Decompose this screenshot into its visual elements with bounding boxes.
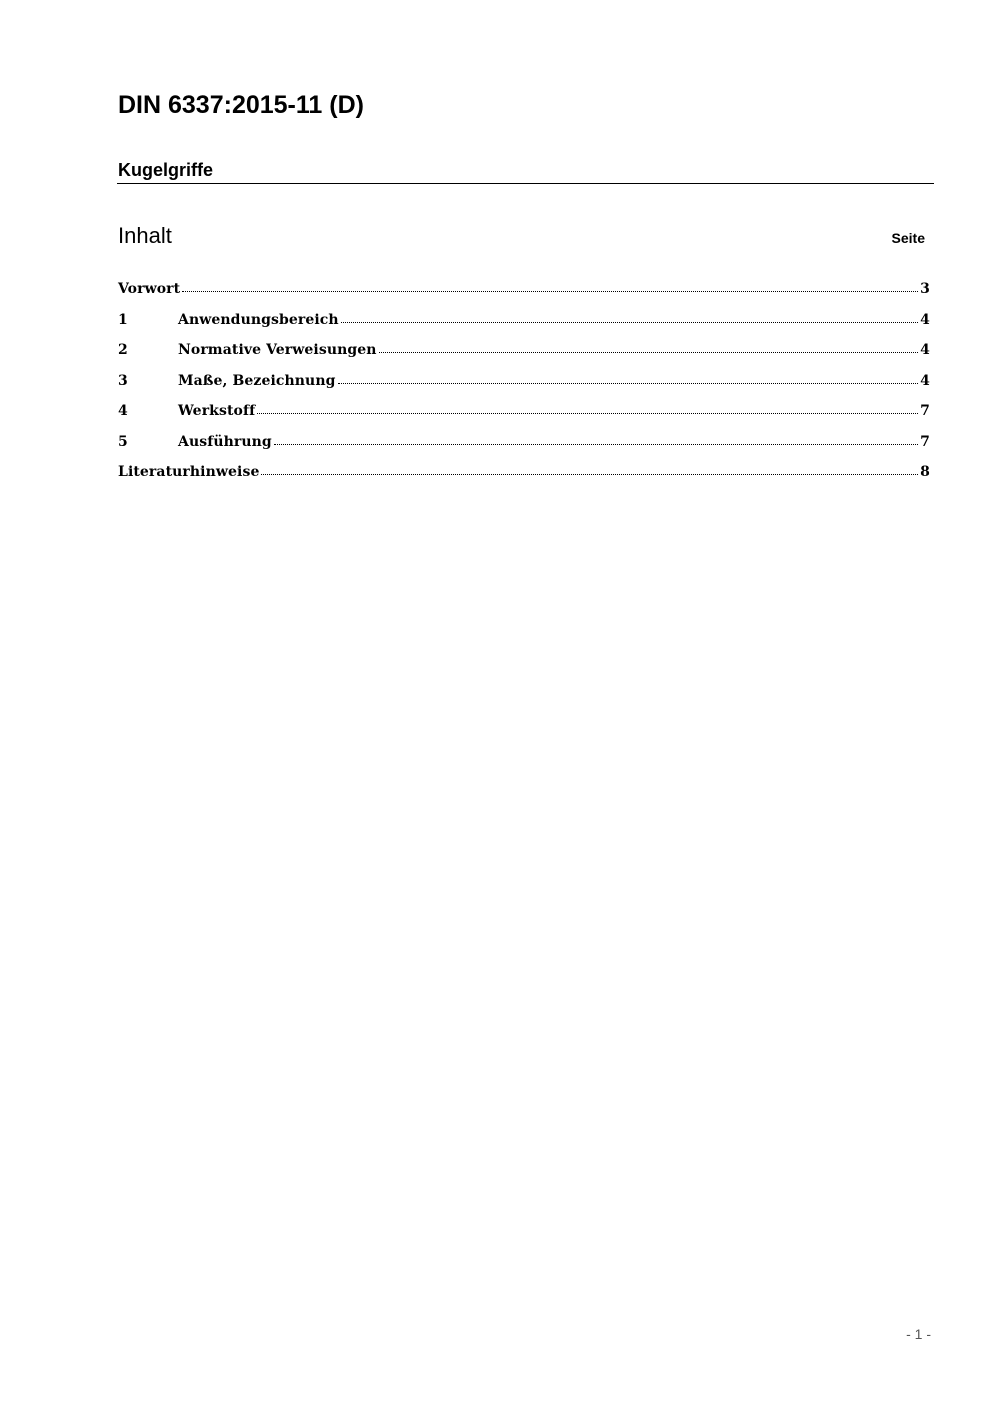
toc-entry-label: Vorwort xyxy=(118,281,181,297)
toc-entry-anwendungsbereich[interactable] xyxy=(118,310,930,341)
toc-entry-page: 4 xyxy=(920,342,930,358)
toc-entry-masse-bezeichnung[interactable] xyxy=(118,371,930,402)
toc-dot-leader xyxy=(182,280,918,292)
toc-dot-leader xyxy=(338,372,919,384)
toc-entry-label: Literaturhinweise xyxy=(118,464,260,480)
toc-dot-leader xyxy=(341,311,918,323)
table-of-contents xyxy=(118,279,930,493)
toc-entry-ausfuehrung[interactable] xyxy=(118,432,930,463)
toc-heading: Inhalt xyxy=(118,223,172,248)
document-subtitle: Kugelgriffe xyxy=(118,160,214,180)
toc-dot-leader xyxy=(274,433,918,445)
toc-entry-page: 8 xyxy=(920,464,930,480)
toc-entry-werkstoff[interactable] xyxy=(118,401,930,432)
toc-entry-number: 4 xyxy=(118,403,128,419)
toc-entry-normative-verweisungen[interactable] xyxy=(118,340,930,371)
toc-entry-label: Anwendungsbereich xyxy=(178,311,339,328)
toc-entry-number: 3 xyxy=(118,372,128,389)
toc-entry-label: Maße, Bezeichnung xyxy=(178,372,336,389)
toc-entry-page: 3 xyxy=(920,281,930,297)
toc-entry-page: 4 xyxy=(920,372,930,389)
toc-entry-number: 1 xyxy=(118,311,128,328)
toc-entry-vorwort[interactable] xyxy=(118,279,930,310)
toc-entry-number: 5 xyxy=(118,433,128,450)
toc-page-column-label: Seite xyxy=(891,230,925,246)
title-divider xyxy=(117,183,934,184)
toc-dot-leader xyxy=(379,341,919,353)
toc-entry-page: 4 xyxy=(920,311,930,328)
page-number: - 1 - xyxy=(906,1326,931,1342)
document-title: DIN 6337:2015-11 (D) xyxy=(118,91,364,119)
toc-dot-leader xyxy=(261,463,918,475)
toc-entry-label: Werkstoff xyxy=(178,403,256,419)
toc-entry-page: 7 xyxy=(920,433,930,450)
toc-entry-label: Ausführung xyxy=(178,433,272,450)
toc-entry-number: 2 xyxy=(118,342,128,358)
toc-dot-leader xyxy=(257,402,918,414)
toc-entry-literaturhinweise[interactable] xyxy=(118,462,930,493)
toc-entry-page: 7 xyxy=(920,403,930,419)
toc-entry-label: Normative Verweisungen xyxy=(178,342,377,358)
